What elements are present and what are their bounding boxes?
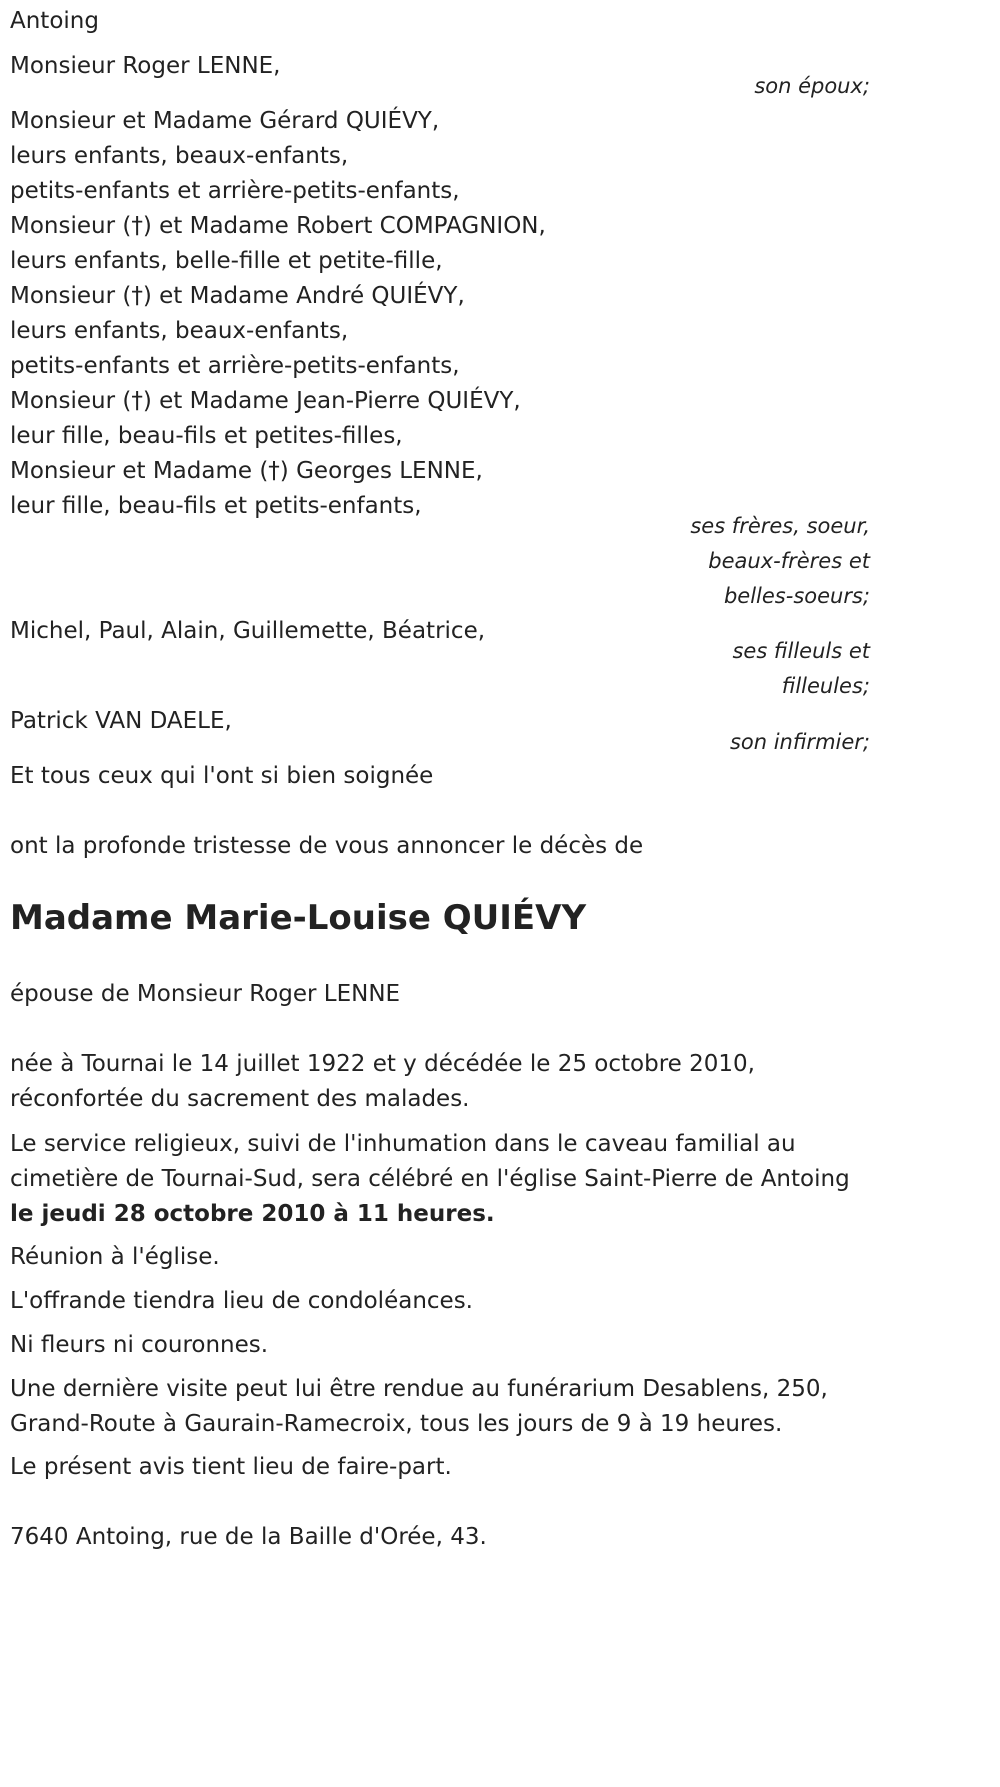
family-role-line: beaux-frères et [708,549,870,573]
nurse-name: Patrick VAN DAELE, [10,708,232,734]
family-line: leurs enfants, beaux-enfants, [10,318,349,344]
birth-death-block [10,1047,755,1117]
service-line: cimetière de Tournai-Sud, sera célébré en l'église Saint-Pierre de Antoing [10,1166,850,1192]
spouse-role: son époux; [754,74,870,98]
godchildren-role-line: ses filleuls et [732,639,870,663]
family-role-line: belles-soeurs; [723,584,870,608]
birth-line: réconfortée du sacrement des malades. [10,1086,470,1112]
others-line: Et tous ceux qui l'ont si bien soignée [10,763,434,789]
visit-line: Grand-Route à Gaurain-Ramecroix, tous les jours de 9 à 19 heures. [10,1411,783,1437]
family-list [10,104,546,524]
spouse-name: Monsieur Roger LENNE, [10,53,281,79]
family-line: petits-enfants et arrière-petits-enfants, [10,178,460,204]
address-line: 7640 Antoing, rue de la Baille d'Orée, 43. [10,1524,487,1550]
service-date: le jeudi 28 octobre 2010 à 11 heures. [10,1201,495,1227]
godchildren-role [732,634,870,704]
announce-line: ont la profonde tristesse de vous annoncer le décès de [10,833,644,859]
family-role [690,509,870,614]
godchildren-names: Michel, Paul, Alain, Guillemette, Béatrice, [10,618,486,644]
birth-line: née à Tournai le 14 juillet 1922 et y décédée le 25 octobre 2010, [10,1051,755,1077]
meeting-line: Réunion à l'église. [10,1244,220,1270]
service-line: Le service religieux, suivi de l'inhumation dans le caveau familial au [10,1131,796,1157]
deceased-name: Madame Marie-Louise QUIÉVY [10,898,587,938]
godchildren-role-line: filleules; [781,674,870,698]
family-line: Monsieur (†) et Madame Jean-Pierre QUIÉVY, [10,388,521,414]
offering-line: L'offrande tiendra lieu de condoléances. [10,1288,473,1314]
nurse-role: son infirmier; [729,730,870,754]
family-line: petits-enfants et arrière-petits-enfants, [10,353,460,379]
family-line: leur fille, beau-fils et petits-enfants, [10,493,422,519]
service-block [10,1127,850,1232]
place-name: Antoing [10,8,99,34]
wife-of-line: épouse de Monsieur Roger LENNE [10,981,401,1007]
family-line: leur fille, beau-fils et petites-filles, [10,423,403,449]
flowers-line: Ni fleurs ni couronnes. [10,1332,269,1358]
visit-block [10,1372,828,1442]
family-line: leurs enfants, belle-fille et petite-fille, [10,248,443,274]
family-role-line: ses frères, soeur, [690,514,870,538]
family-line: Monsieur (†) et Madame André QUIÉVY, [10,283,465,309]
notice-line: Le présent avis tient lieu de faire-part. [10,1454,452,1480]
visit-line: Une dernière visite peut lui être rendue au funérarium Desablens, 250, [10,1376,828,1402]
family-line: Monsieur et Madame Gérard QUIÉVY, [10,108,440,134]
family-line: leurs enfants, beaux-enfants, [10,143,349,169]
family-line: Monsieur et Madame (†) Georges LENNE, [10,458,483,484]
family-line: Monsieur (†) et Madame Robert COMPAGNION, [10,213,546,239]
